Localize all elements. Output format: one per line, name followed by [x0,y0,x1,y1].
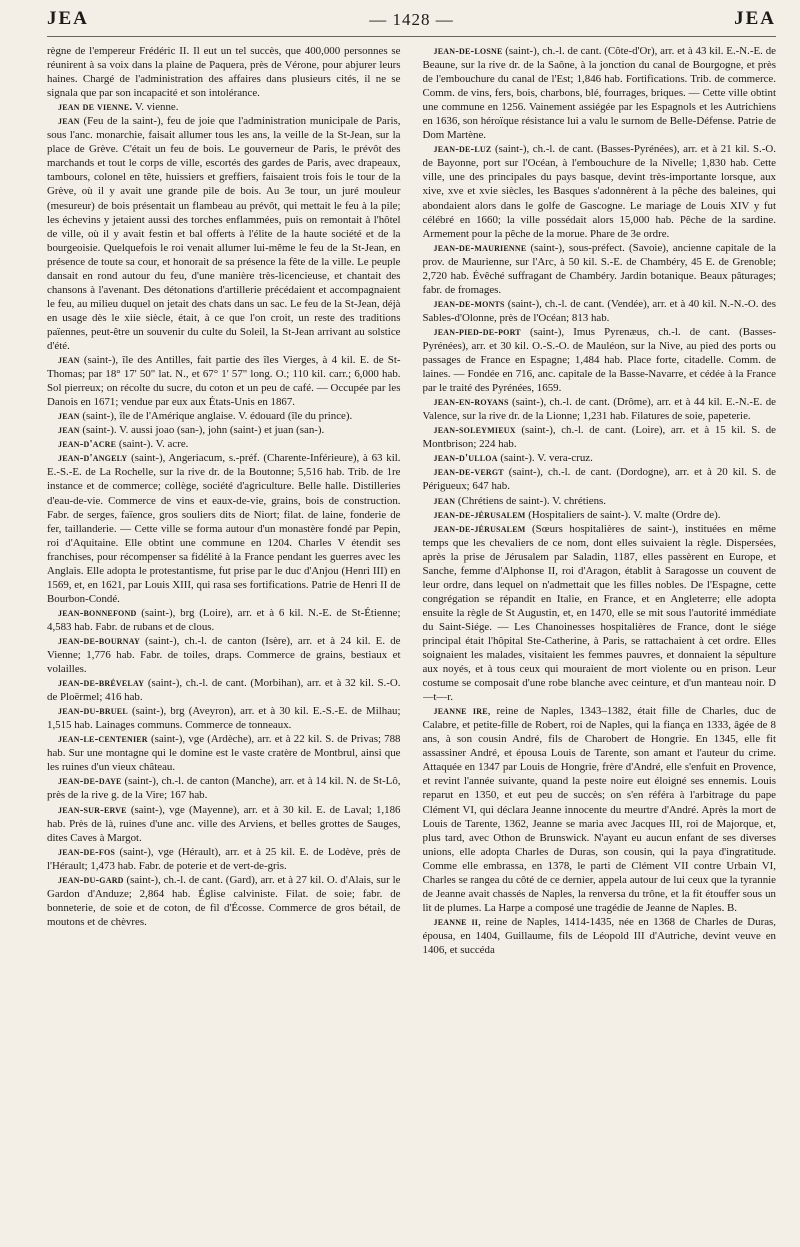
entry-headword: jean [58,354,80,367]
entry-text: (saint-), île de l'Amérique anglaise. V. édouard (île du prince). [79,410,353,423]
dictionary-entry [47,100,401,114]
entry-headword: jean-de-jérusalem [433,522,526,535]
entry-text: (saint-), brg (Loire), arr. et à 6 kil. N.-E. de St-Étienne; 4,583 hab. Fabr. de rubans et de clous. [47,606,401,633]
entry-headword: jean-de-brévelay [58,677,145,690]
text-columns [47,44,776,1241]
dictionary-entry [47,409,401,423]
entry-text: (Feu de la saint-), feu de joie que l'administration municipale de Paris, sous l'anc. monarchie, faisait allumer tous les ans, la veille de la St-Jean, sur la place de Grève. C'était un feu de bois. Le gouverneur de Paris, le prévôt des marchands et tout le corps de ville, escortés des gardes de Paris, avec drapeaux, tambours, colonel en tête, huissiers et greffiers, faisaient trois fois le tour de la Grève, où il y avait une grande pile de bois. Au 3e tour, un juré mouleur (mesureur) de bois présentait un flambeau au prévôt, qui mettait le feu à la pile; les échevins y jetaient aussi des torches enflammées, puis on remontait à l'hôtel de ville, où il y avait festin et bal offerts à l'élite de la haute société et de la bourgeoisie. Quelquefois le roi venait allumer lui-même le feu de la St-Jean, en présence de toute sa cour, et honorait de sa présence la fête de la ville. Le peuple dansait en rond autour du feu, d'une manière très-licencieuse, et chantait des chansons à l'avenant. Des détonations d'artillerie précédaient et accompagnaient le feu, au milieu duquel on jetait des chats dans un sac. Le feu de la St-Jean, déjà en usage dès le xiie siècle, était, à ce que l'on croit, un reste des traditions païennes, peut-être un souvenir du culte du Soleil, la St-Jean arrivant au solstice d'été. [47,115,401,352]
entry-headword: jean-pied-de-port [433,325,521,338]
entry-headword: jean-de-monts [433,297,505,310]
entry-text: (saint-). V. acre. [116,438,189,451]
entry-text: (Hospitaliers de saint-). V. malte (Ordre de). [525,508,721,521]
entry-text: (saint-), ch.-l. de cant. (Loire), arr. et à 15 kil. S. de Montbrison; 224 hab. [422,424,776,451]
entry-headword: jean-soleymieux [433,424,516,437]
entry-text: (saint-), ch.-l. de cant. (Basses-Pyrénées), arr. et à 21 kil. S.-O. de Bayonne, port sur l'Océan, à l'embouchure de la Nivelle; 1,830 hab. Cette ville, une des principales du pays basque, devint très-importante lorsque, aux xive, xve et xvie siècles, les Basques s'adonnèrent à la pêche des baleines, qui abondaient alors dans le golfe de Gascogne. Le mariage de Louis XIV y fut célébré en 1660; la ville possédait alors 15,000 hab. Pêche de la sardine. Armement pour la pêche de la morue. Phare de 3e ordre. [422,143,776,240]
dictionary-entry [47,676,401,704]
entry-headword: jean-de-losne [433,45,503,57]
entry-text: , reine de Naples, 1343–1382, était fille de Charles, duc de Calabre, et petite-fille de Robert, roi de Naples, qui la fiança en 1333, âgée de 8 ans, à son cousin André, fils de Charobert de Hongrie. En 1345, elle fit assassiner André, et épousa Louis de Tarente, son amant et l'auteur du crime. Attaquée en 1347 par Louis de Hongrie, frère d'André, elle s'enfuit en Provence, et revint l'année suivante, quand la peste noire eut éloigné ses ennemis. Louis reparut en 1350, et eut peu de succès; on s'en référa à l'arbitrage du pape Clément VI, qui déclara Jeanne innocente du meurtre d'André. Après la mort de Louis de Tarente, 1362, Jeanne se maria avec Jacques III, roi de Majorque, et, plus tard, avec Othon de Brunswick. N'ayant eu aucun enfant de ses diverses unions, elle adopta Charles de Duras, son cousin, qui la paya d'ingratitude. Comme elle embrassa, en 1378, le parti de Clément VII contre Urbain VI, Charles se rangea du côté de ce dernier, appela autour de lui ceux que la tyrannie de Jeanne avait chassés de Naples, la renversa du trône, et la fit étouffer sous un lit de plumes. La Harpe a composé une tragédie de Jeanne de Naples. B. [422,705,776,914]
dictionary-entry [423,451,777,465]
entry-text: (saint-), brg (Aveyron), arr. et à 30 kil. E.-S.-E. de Milhau; 1,515 hab. Lainages communs. Commerce de tonneaux. [47,705,401,732]
entry-text: (saint-), ch.-l. de cant. (Drôme), arr. et à 44 kil. E.-N.-E. de Valence, sur la rive dr. de la Lionne; 1,231 hab. Filatures de soie, papeterie. [422,396,776,423]
entry-text: (saint-), vge (Mayenne), arr. et à 30 kil. E. de Laval; 1,186 hab. Près de là, ruines d'une anc. ville des Arviens, et belles grottes de Sauges, dites Caves à Margot. [47,803,401,844]
entry-text: (saint-), ch.-l. de canton (Manche), arr. et à 14 kil. N. de St-Lô, près de la rive g. de la Vire; 167 hab. [47,775,401,802]
entry-headword: jean-en-royans [433,396,509,409]
dictionary-entry [47,114,401,353]
entry-text: règne de l'empereur Frédéric II. Il eut un tel succès, que 400,000 personnes se réunirent à sa voix dans la plaine de Paquera, près de Vérone, pour abjurer leurs haines. Chargé de l'administration des affaires dans plusieurs cités, il ne se signala que par son incapacité et son intolérance. [47,45,401,100]
entry-text: (saint-), ch.-l. de cant. (Gard), arr. et à 27 kil. O. d'Alais, sur le Gardon d'Anduze; 2,864 hab. Église calviniste. Filat. de soie; fabr. de bonneterie, de soie et de coton, de fil d'Écosse. Commerce de gros bétail, de moutons et de chèvres. [47,873,401,928]
dictionary-entry [423,325,777,395]
dictionary-entry [423,241,777,297]
entry-headword: jean-de-jérusalem [433,508,526,521]
entry-headword: jean-d'acre [58,438,117,451]
dictionary-entry [423,44,777,142]
entry-headword: jean [58,424,80,437]
entry-headword: jean-de-bournay [58,634,140,647]
dictionary-entry [47,44,401,100]
dictionary-entry [47,873,401,929]
entry-headword: jeanne ire [433,705,488,718]
entry-headword: jeanne ii [433,915,479,928]
entry-headword: jean-de-luz [433,143,492,156]
left-column [47,44,401,1241]
entry-text: (saint-), vge (Hérault), arr. et à 25 kil. E. de Lodève, près de l'Hérault; 1,473 hab. Fabr. de poterie et de vert-de-gris. [47,845,401,872]
entry-text: (saint-), île des Antilles, fait partie des îles Vierges, à 4 kil. E. de St-Thomas; par 18° 17' 50" lat. N., et 67° 1' 57" long. O.; 110 kil. carr.; 6,000 hab. Sol pierreux; on récolte du sucre, du coton et un peu de café. — Occupée par les Danois en 1671; vendue par eux aux États-Unis en 1867. [47,354,401,409]
dictionary-entry [47,634,401,676]
header-rule [47,36,776,37]
entry-text: , reine de Naples, 1414-1435, née en 1368 de Charles de Duras, épousa, en 1404, Guillaume, fils de Léopold III d'Autriche, devint veuve en 1406, et succéda [422,915,776,956]
header-right: JEA [734,8,776,29]
entry-text: (Chrétiens de saint-). V. chrétiens. [455,494,607,507]
entry-text: (saint-), Imus Pyrenæus, ch.-l. de cant. (Basses-Pyrénées), arr. et 30 kil. O.-S.-O. de Mauléon, sur la Nive, au pied des ports ou passages de France en Espagne; 1,484 hab. Place forte, citadelle. Comm. de laines. — Fondée en 716, anc. capitale de la Basse-Navarre, et cédée à la France par le traité des Pyrénées, 1659. [422,325,776,395]
entry-text: (saint-). V. vera-cruz. [497,452,593,465]
dictionary-entry [47,606,401,634]
entry-headword: jean-de-fos [58,845,116,858]
dictionary-entry [423,423,777,451]
entry-text: (saint-), ch.-l. de cant. (Morbihan), arr. et à 32 kil. S.-O. de Ploërmel; 416 hab. [47,677,401,704]
dictionary-entry [47,437,401,451]
dictionary-entry [423,142,777,240]
entry-headword: jean-sur-erve [58,803,127,816]
dictionary-entry [423,395,777,423]
entry-text: (saint-), sous-préfect. (Savoie), ancienne capitale de la prov. de Maurienne, sur l'Arc, à 50 kil. S.-E. de Chambéry, 45 E. de Grenoble; 2,720 hab. Évêché suffragant de Chambéry. Jardin botanique. Beaux pâturages; fabr. de fromages. [422,241,776,296]
entry-headword: jean-de-vergt [433,466,504,479]
header-left: JEA [47,8,89,29]
entry-headword: jean de vienne. [58,101,133,114]
entry-headword: jean [58,410,80,423]
page-number: — 1428 — [369,10,454,29]
dictionary-entry [47,845,401,873]
dictionary-entry [47,353,401,409]
dictionary-entry [423,297,777,325]
entry-text: (saint-), ch.-l. de cant. (Dordogne), arr. et à 20 kil. S. de Périgueux; 647 hab. [422,466,776,493]
entry-headword: jean [433,494,456,507]
dictionary-entry [47,774,401,802]
entry-headword: jean-d'ulloa [433,452,498,465]
entry-text: (saint-), ch.-l. de canton (Isère), arr. et à 24 kil. E. de Vienne; 1,776 hab. Fabr. de toiles, draps. Commerce de grains, bestiaux et volailles. [47,634,401,676]
dictionary-entry [47,423,401,437]
entry-text: (saint-), ch.-l. de cant. (Vendée), arr. et à 40 kil. N.-N.-O. des Sables-d'Olonne, près de l'Océan; 813 hab. [422,297,776,324]
dictionary-entry [47,451,401,606]
dictionary-entry [47,732,401,774]
dictionary-entry [423,465,777,493]
entry-text: (Sœurs hospitalières de saint-), instituées en même temps que les chevaliers de ce nom, dont elles suivaient la règle. Dispersées, après la prise de Jérusalem par Saladin, 1187, elles passèrent en Europe, et Sanche, femme d'Alphonse II, roi d'Aragon, établit à Saragosse un couvent de leur ordre, dans lequel on n'admettait que les filles nobles. De l'Espagne, cette congrégation se répandit en Italie, en France, et en Angleterre; elle adopta ensuite la règle de St Augustin, et, en 1470, elle se mit sous l'autorité immédiate du Saint-Siége. — Les Chanoinesses hospitalières de France, dont le siége principal était l'hôpital Ste-Catherine, à Paris, se rattachaient à cet ordre. Elles soignaient les malades, visitaient les femmes pauvres, et donnaient la sépulture aux noyés, et à tous ceux qui mouraient de mort violente ou en prison. Leur costume se composait d'une robe blanche avec ceinture, et d'un manteau noir. D—t—r. [422,522,776,704]
entry-headword: jean-de-maurienne [433,241,527,254]
dictionary-entry [423,494,777,508]
dictionary-entry [423,522,777,705]
entry-headword: jean-du-gard [58,873,124,886]
entry-headword: jean [58,115,80,128]
entry-text: (saint-), Angeriacum, s.-préf. (Charente-Inférieure), à 63 kil. E.-S.-E. de La Rochelle, sur la rive dr. de la Boutonne; 5,516 hab. Trib. de 1re instance et de commerce; collège, société d'agriculture. Belle halle. Distilleries d'eau-de-vie. Commerce de vins et eaux-de-vie, grains, bois de construction. Fabr. de serges, faïence, gros souliers dits de Niort; filat. de laine, fonderie de fer, taillanderie. — Cette ville se forma autour d'un monastère fondé par Pepin, roi d'Aquitaine. Elle obtint une commune en 1204. Charles V étendit ses franchises, pour récompenser sa fidélité à la France pendant les guerres avec les Anglais. Elle adopta le protestantisme, fut prise par le duc d'Anjou (Henri III) en 1569, et, en 1621, par Louis XIII, qui rasa ses fortifications. Patrie de Henri II de Bourbon-Condé. [47,452,401,605]
entry-headword: jean-de-daye [58,775,122,788]
entry-headword: jean-du-bruel [58,705,128,718]
entry-headword: jean-bonnefond [58,606,137,619]
entry-text: (saint-), ch.-l. de cant. (Côte-d'Or), arr. et à 43 kil. E.-N.-E. de Beaune, sur la rive dr. de la Saône, à la jonction du canal de Bourgogne, et près de l'embouchure du canal de l'Est; 1,846 hab. Fortifications. Trib. de commerce. Comm. de vins, fers, bois, charbons, blé, fourrages, briques. — Cette ville obtint une commune en 1256. Vainement assiégée par les Espagnols et les Autrichiens en 1636, son héroïque résistance lui a valu le surnom de Belle-Défense. Patrie de Dom Martène. [422,45,776,142]
running-head [47,0,776,30]
entry-text: V. vienne. [132,101,179,114]
dictionary-entry [47,704,401,732]
entry-text: (saint-). V. aussi joao (san-), john (saint-) et juan (san-). [79,424,325,437]
entry-headword: jean-le-centenier [58,733,148,746]
dictionary-entry [423,915,777,957]
entry-headword: jean-d'angely [58,452,128,465]
dictionary-entry [47,803,401,845]
entry-text: (saint-), vge (Ardèche), arr. et à 22 kil. S. de Privas; 788 hab. Sur une montagne qui le domine est le vaste cratère de Montbrul, ainsi que les ruines d'un vieux château. [47,733,401,774]
right-column [423,44,777,1241]
dictionary-entry [423,704,777,915]
dictionary-entry [423,508,777,522]
